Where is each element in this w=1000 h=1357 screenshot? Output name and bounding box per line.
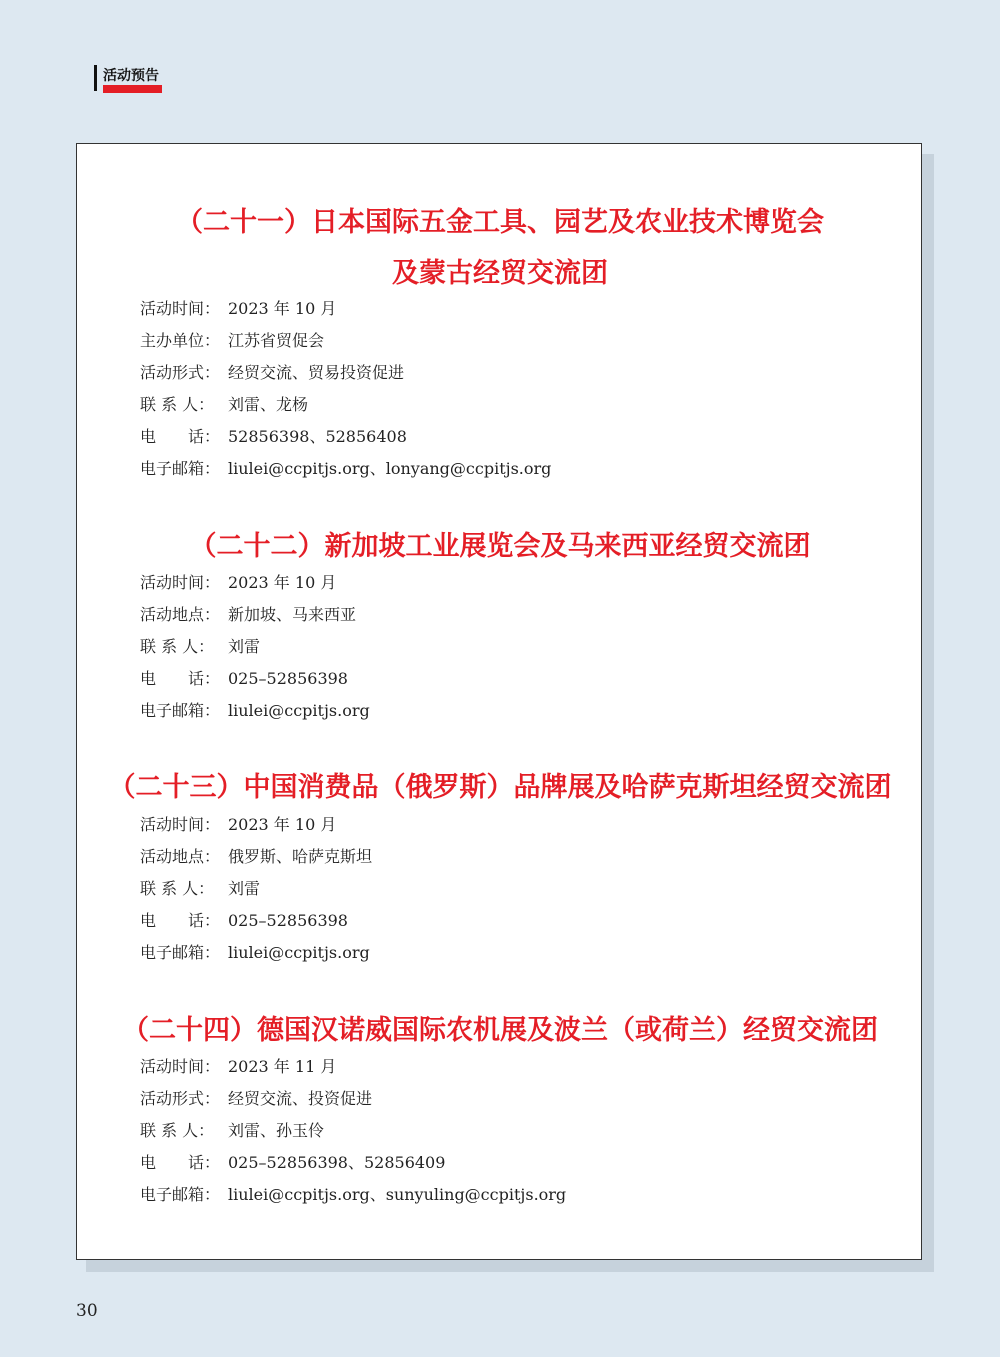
field-label: 电 话： — [140, 911, 221, 930]
event-title: （二十一）日本国际五金工具、园艺及农业技术博览会 — [176, 207, 824, 238]
field-value: 俄罗斯、哈萨克斯坦 — [228, 847, 373, 866]
email-value[interactable]: liulei@ccpitjs.org — [228, 943, 370, 962]
field-value: 刘雷 — [228, 637, 261, 656]
field-value: 2023 年 10 月 — [228, 299, 337, 318]
field-value: 江苏省贸促会 — [228, 331, 325, 350]
field-row — [140, 394, 308, 416]
field-value: 2023 年 10 月 — [228, 573, 337, 592]
field-label: 活动形式： — [140, 1089, 221, 1108]
field-label: 电子邮箱： — [140, 459, 221, 478]
field-label: 电 话： — [140, 427, 221, 446]
event-title: （二十二）新加坡工业展览会及马来西亚经贸交流团 — [189, 531, 811, 562]
field-label: 活动时间： — [140, 299, 221, 318]
field-row — [140, 814, 336, 836]
section-tab-bar — [94, 65, 97, 91]
email-value[interactable]: liulei@ccpitjs.org — [228, 701, 370, 720]
field-value: 经贸交流、贸易投资促进 — [228, 363, 405, 382]
field-value: 经贸交流、投资促进 — [228, 1089, 373, 1108]
event-title: （二十三）中国消费品（俄罗斯）品牌展及哈萨克斯坦经贸交流团 — [108, 772, 892, 803]
content-panel — [76, 143, 922, 1260]
event-title-line-2: 及蒙古经贸交流团 — [392, 258, 608, 289]
field-row — [140, 1056, 336, 1078]
field-row — [140, 458, 551, 480]
field-row — [140, 604, 356, 626]
field-label: 电子邮箱： — [140, 943, 221, 962]
email-value[interactable]: liulei@ccpitjs.org、sunyuling@ccpitjs.org — [228, 1185, 567, 1204]
section-tab — [94, 63, 162, 93]
field-row — [140, 910, 348, 932]
field-row — [140, 1120, 324, 1142]
field-label: 活动时间： — [140, 815, 221, 834]
field-value: 52856398、52856408 — [228, 427, 407, 446]
field-label: 联 系 人： — [140, 1121, 215, 1140]
field-row — [140, 878, 260, 900]
field-label: 活动地点： — [140, 605, 221, 624]
field-row — [140, 636, 260, 658]
field-row — [140, 298, 336, 320]
event-title: （二十四）德国汉诺威国际农机展及波兰（或荷兰）经贸交流团 — [122, 1015, 878, 1046]
section-label: 活动预告 — [103, 68, 159, 84]
field-row — [140, 426, 407, 448]
field-row — [140, 1152, 445, 1174]
field-row — [140, 572, 336, 594]
field-row — [140, 942, 370, 964]
field-label: 联 系 人： — [140, 637, 215, 656]
field-row — [140, 362, 404, 384]
field-row — [140, 1088, 372, 1110]
field-value: 2023 年 10 月 — [228, 815, 337, 834]
field-label: 联 系 人： — [140, 879, 215, 898]
field-label: 电子邮箱： — [140, 1185, 221, 1204]
field-row — [140, 700, 370, 722]
field-value: 刘雷 — [228, 879, 261, 898]
field-label: 联 系 人： — [140, 395, 215, 414]
email-value[interactable]: liulei@ccpitjs.org、lonyang@ccpitjs.org — [228, 459, 552, 478]
field-value: 025–52856398 — [228, 669, 348, 688]
field-label: 电子邮箱： — [140, 701, 221, 720]
field-label: 活动时间： — [140, 1057, 221, 1076]
field-value: 刘雷、孙玉伶 — [228, 1121, 325, 1140]
field-value: 2023 年 11 月 — [228, 1057, 337, 1076]
field-row — [140, 1184, 566, 1206]
field-value: 025–52856398、52856409 — [228, 1153, 446, 1172]
field-row — [140, 668, 348, 690]
field-value: 新加坡、马来西亚 — [228, 605, 357, 624]
field-label: 活动地点： — [140, 847, 221, 866]
page-number: 30 — [76, 1301, 98, 1321]
field-label: 电 话： — [140, 669, 221, 688]
field-row — [140, 330, 324, 352]
field-label: 活动时间： — [140, 573, 221, 592]
field-label: 电 话： — [140, 1153, 221, 1172]
field-label: 主办单位： — [140, 331, 221, 350]
field-label: 活动形式： — [140, 363, 221, 382]
field-value: 刘雷、龙杨 — [228, 395, 309, 414]
section-underline — [103, 85, 162, 93]
field-row — [140, 846, 372, 868]
field-value: 025–52856398 — [228, 911, 348, 930]
